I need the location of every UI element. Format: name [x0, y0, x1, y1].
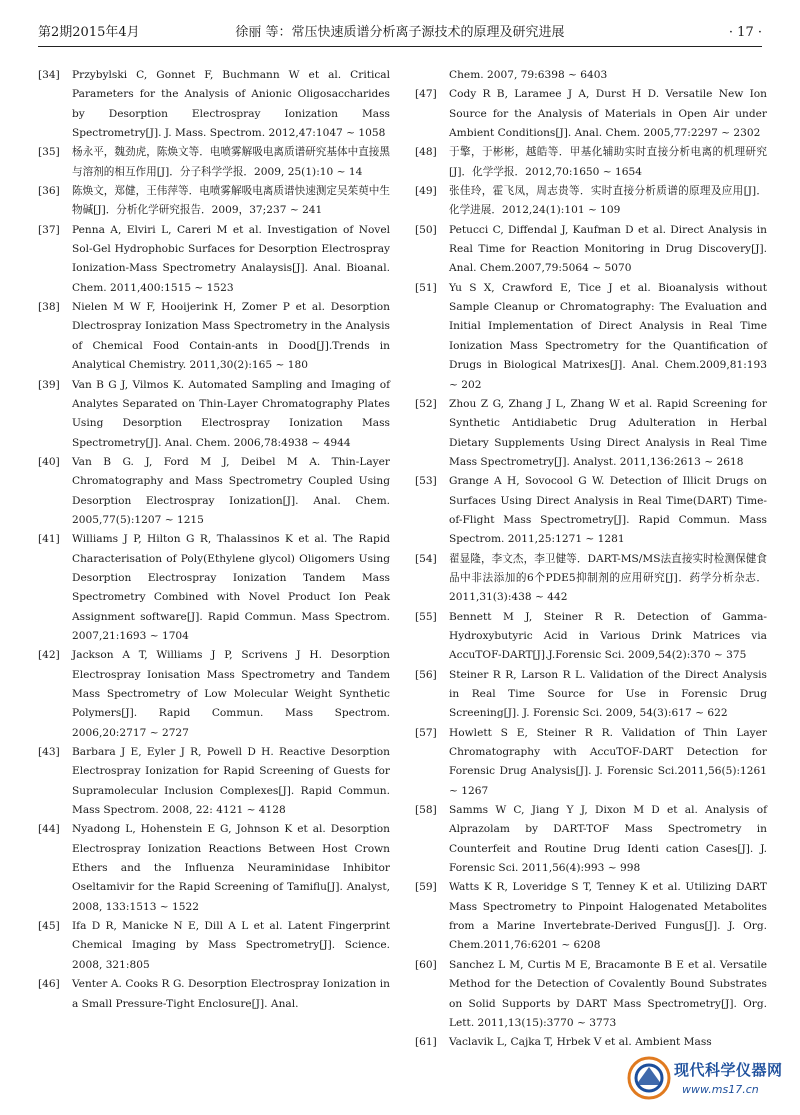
reference-text: 于擎，于彬彬，越皓等．甲基化辅助实时直接分析电离的机理研究[J]．化学学报．2012,70:1650 ~ 1654	[449, 146, 767, 178]
reference-entry	[38, 646, 390, 743]
reference-number: [49]	[415, 185, 437, 198]
reference-number: [36]	[38, 185, 60, 198]
watermark-site-name: 现代科学仪器网	[674, 1061, 783, 1079]
reference-number: [48]	[415, 146, 437, 159]
reference-text: Vaclavik L, Cajka T, Hrbek V et al. Ambient Mass	[449, 1036, 712, 1049]
reference-entry	[38, 743, 390, 820]
reference-number: [46]	[38, 978, 60, 991]
reference-entry	[38, 66, 390, 143]
reference-text: Jackson A T, Williams J P, Scrivens J H. Desorption Electrospray Ionisation Mass Spectrometry and Tandem Mass Spectrometry of Low Molecular Weight Synthetic Polymers[J]. Rapid Commun. Mass Spectrom. 2006,20:2717 ~ 2727	[72, 649, 390, 739]
reference-entry	[415, 801, 767, 878]
reference-text: Steiner R R, Larson R L. Validation of the Direct Analysis in Real Time Source for Use in Forensic Drug Screening[J]. J. Forensic Sci. 2009, 54(3):617 ~ 622	[449, 668, 767, 720]
reference-entry	[415, 66, 767, 85]
watermark-url: www.ms17.cn	[682, 1083, 759, 1096]
reference-text: Ifa D R, Manicke N E, Dill A L et al. Latent Fingerprint Chemical Imaging by Mass Spectrometry[J]. Science. 2008, 321:805	[72, 920, 390, 971]
reference-entry	[415, 395, 767, 472]
reference-entry	[38, 975, 390, 1014]
reference-number: [38]	[38, 301, 60, 314]
reference-number: [39]	[38, 378, 60, 391]
reference-entry	[38, 221, 390, 298]
reference-number: [37]	[38, 223, 60, 236]
reference-number: [35]	[38, 146, 60, 159]
reference-entry	[38, 530, 390, 646]
reference-entry	[415, 608, 767, 666]
reference-text: Sanchez L M, Curtis M E, Bracamonte B E et al. Versatile Method for the Detection of Covalently Bound Substrates on Solid Supports by DART Mass Spectrometry[J]. Org. Lett. 2011,13(15):3770 ~ 3773	[449, 958, 767, 1029]
reference-entry	[415, 724, 767, 801]
reference-text: Penna A, Elviri L, Careri M et al. Investigation of Novel Sol-Gel Hydrophobic Surfaces for Desorption Electrospray Ionization-Mass Spectrometry Analaysis[J]. Anal. Bioanal. Chem. 2011,400:1515 ~ 1523	[72, 223, 390, 294]
reference-entry	[38, 820, 390, 917]
reference-text: Cody R B, Laramee J A, Durst H D. Versatile New Ion Source for the Analysis of Materials in Open Air under Ambient Conditions[J]. Anal. Chem. 2005,77:2297 ~ 2302	[449, 88, 767, 140]
reference-text: 杨永平，魏劲虎，陈焕文等．电喷雾解吸电离质谱研究基体中直接黑与溶剂的相互作用[J]．分子科学学报．2009, 25(1):10 ~ 14	[72, 146, 390, 178]
reference-text: Barbara J E, Eyler J R, Powell D H. Reactive Desorption Electrospray Ionization for Rapid Screening of Guests for Supramolecular Inclusion Complexes[J]. Rapid Commun. Mass Spectrom. 2008, 22: 4121 ~ 4128	[72, 746, 390, 817]
running-header	[38, 22, 762, 47]
reference-number: [53]	[415, 475, 437, 488]
reference-number: [56]	[415, 668, 437, 681]
reference-number: [51]	[415, 281, 437, 294]
reference-number: [59]	[415, 881, 437, 894]
article-title: 徐丽 等：常压快速质谱分析离子源技术的原理及研究进展	[235, 25, 565, 40]
reference-text: 翟显隆，李文杰，李卫健等．DART-MS/MS法直接实时检测保健食品中非法添加的6个PDE5抑制剂的应用研究[J]．药学分析杂志．2011,31(3):438 ~ 442	[449, 552, 767, 604]
reference-text: Nyadong L, Hohenstein E G, Johnson K et al. Desorption Electrospray Ionization Reactions Between Host Crown Ethers and the Influenza Neuraminidase Inhibitor Oseltamivir for the Rapid Screening of Tamiflu[J]. Analyst, 2008, 133:1513 ~ 1522	[72, 823, 390, 913]
reference-number: [43]	[38, 746, 60, 759]
reference-number: [60]	[415, 958, 437, 971]
reference-number: [41]	[38, 533, 60, 546]
reference-entry	[38, 182, 390, 221]
reference-number: [44]	[38, 823, 60, 836]
reference-number: [50]	[415, 223, 437, 236]
site-logo-icon	[626, 1055, 672, 1101]
reference-entry	[415, 1033, 767, 1052]
reference-entry	[415, 279, 767, 395]
reference-entry	[415, 472, 767, 549]
reference-number: [52]	[415, 397, 437, 410]
reference-text: Yu S X, Crawford E, Tice J et al. Bioanalysis without Sample Cleanup or Chromatography: The Evaluation and Initial Implementation of Direct Analysis in Real Time Ionization Mass Spectrometry for the Quantification of Drugs in Biological Matrixes[J]. Anal. Chem.2009,81:193 ~ 202	[449, 281, 767, 391]
reference-entry	[38, 917, 390, 975]
reference-text: 陈焕文，郑健，王伟萍等．电喷雾解吸电离质谱快速测定吴茱萸中生物碱[J]．分析化学研究报告．2009，37;237 ~ 241	[72, 185, 390, 217]
reference-entry	[38, 376, 390, 453]
reference-entry	[415, 956, 767, 1033]
reference-column-right	[415, 66, 767, 1053]
reference-text: Bennett M J, Steiner R R. Detection of Gamma-Hydroxybutyric Acid in Various Drink Matrices via AccuTOF-DART[J].J.Forensic Sci. 2009,54(2):370 ~ 375	[449, 610, 767, 662]
reference-column-left	[38, 66, 390, 1014]
reference-text: Watts K R, Loveridge S T, Tenney K et al. Utilizing DART Mass Spectrometry to Pinpoint Halogenated Metabolites from a Marine Invertebrate-Derived Fungus[J]. J. Org. Chem.2011,76:6201 ~ 6208	[449, 881, 767, 952]
reference-text: Samms W C, Jiang Y J, Dixon M D et al. Analysis of Alprazolam by DART-TOF Mass Spectrometry in Counterfeit and Routine Drug Identi cation Cases[J]. J. Forensic Sci. 2011,56(4):993 ~ 998	[449, 804, 767, 875]
reference-entry	[38, 453, 390, 530]
reference-number: [47]	[415, 88, 437, 101]
reference-entry	[415, 221, 767, 279]
reference-text: Van B G J, Vilmos K. Automated Sampling and Imaging of Analytes Separated on Thin-Layer Chromatography Plates Using Desorption Electrospray Ionization Mass Spectrometry[J]. Anal. Chem. 2006,78:4938 ~ 4944	[72, 378, 390, 449]
reference-number: [58]	[415, 804, 437, 817]
reference-number: [42]	[38, 649, 60, 662]
reference-text: Howlett S E, Steiner R R. Validation of Thin Layer Chromatography with AccuTOF-DART Detection for Forensic Drug Analysis[J]. J. Forensic Sci.2011,56(5):1261 ~ 1267	[449, 726, 767, 797]
reference-number: [40]	[38, 455, 60, 468]
reference-entry	[415, 143, 767, 182]
reference-text: Przybylski C, Gonnet F, Buchmann W et al. Critical Parameters for the Analysis of Anionic Oligosaccharides by Desorption Electrospray Ionization Mass Spectrometry[J]. J. Mass. Spectrom. 2012,47:1047 ~ 1058	[72, 69, 390, 140]
reference-number: [55]	[415, 610, 437, 623]
page-number: · 17 ·	[728, 25, 762, 40]
reference-entry	[38, 298, 390, 375]
reference-number: [61]	[415, 1036, 437, 1049]
reference-text: Petucci C, Diffendal J, Kaufman D et al. Direct Analysis in Real Time for Reaction Monitoring in Drug Discovery[J]. Anal. Chem.2007,79:5064 ~ 5070	[449, 223, 767, 275]
reference-entry	[38, 143, 390, 182]
reference-entry	[415, 182, 767, 221]
reference-text: Venter A. Cooks R G. Desorption Electrospray Ionization in a Small Pressure-Tight Enclosure[J]. Anal.	[72, 978, 390, 1010]
reference-text: Van B G. J, Ford M J, Deibel M A. Thin-Layer Chromatography and Mass Spectrometry Coupled Using Desorption Electrospray Ionization[J]. Anal. Chem. 2005,77(5):1207 ~ 1215	[72, 455, 390, 526]
reference-text: Zhou Z G, Zhang J L, Zhang W et al. Rapid Screening for Synthetic Antidiabetic Drug Adulteration in Herbal Dietary Supplements Using Direct Analysis in Real Time Mass Spectrometry[J]. Analyst. 2011,136:2613 ~ 2618	[449, 397, 767, 468]
reference-entry	[415, 85, 767, 143]
reference-entry	[415, 666, 767, 724]
reference-text: Williams J P, Hilton G R, Thalassinos K et al. The Rapid Characterisation of Poly(Ethylene glycol) Oligomers Using Desorption Electrospray Ionization Tandem Mass Spectrometry Combined with Novel Product Ion Peak Assignment software[J]. Rapid Commun. Mass Spectrom. 2007,21:1693 ~ 1704	[72, 533, 390, 642]
issue-label: 第2期2015年4月	[38, 25, 140, 40]
reference-text: Nielen M W F, Hooijerink H, Zomer P et al. Desorption Dlectrospray Ionization Mass Spectrometry in the Analysis of Chemical Food Contain-ants in Dood[J].Trends in Analytical Chemistry. 2011,30(2):165 ~ 180	[72, 301, 390, 372]
reference-text: Grange A H, Sovocool G W. Detection of Illicit Drugs on Surfaces Using Direct Analysis in Real Time(DART) Time-of-Flight Mass Spectrometry[J]. Rapid Commun. Mass Spectrom. 2011,25:1271 ~ 1281	[449, 475, 767, 546]
reference-number: [57]	[415, 726, 437, 739]
reference-number: [34]	[38, 69, 60, 81]
reference-text: 张佳玲，霍飞凤，周志贵等．实时直接分析质谱的原理及应用[J]．化学进展．2012,24(1):101 ~ 109	[449, 185, 767, 217]
reference-entry	[415, 550, 767, 608]
reference-entry	[415, 878, 767, 955]
watermark	[626, 1055, 786, 1107]
reference-text: Chem. 2007, 79:6398 ~ 6403	[449, 69, 608, 81]
reference-number: [45]	[38, 920, 60, 933]
reference-number: [54]	[415, 552, 437, 565]
